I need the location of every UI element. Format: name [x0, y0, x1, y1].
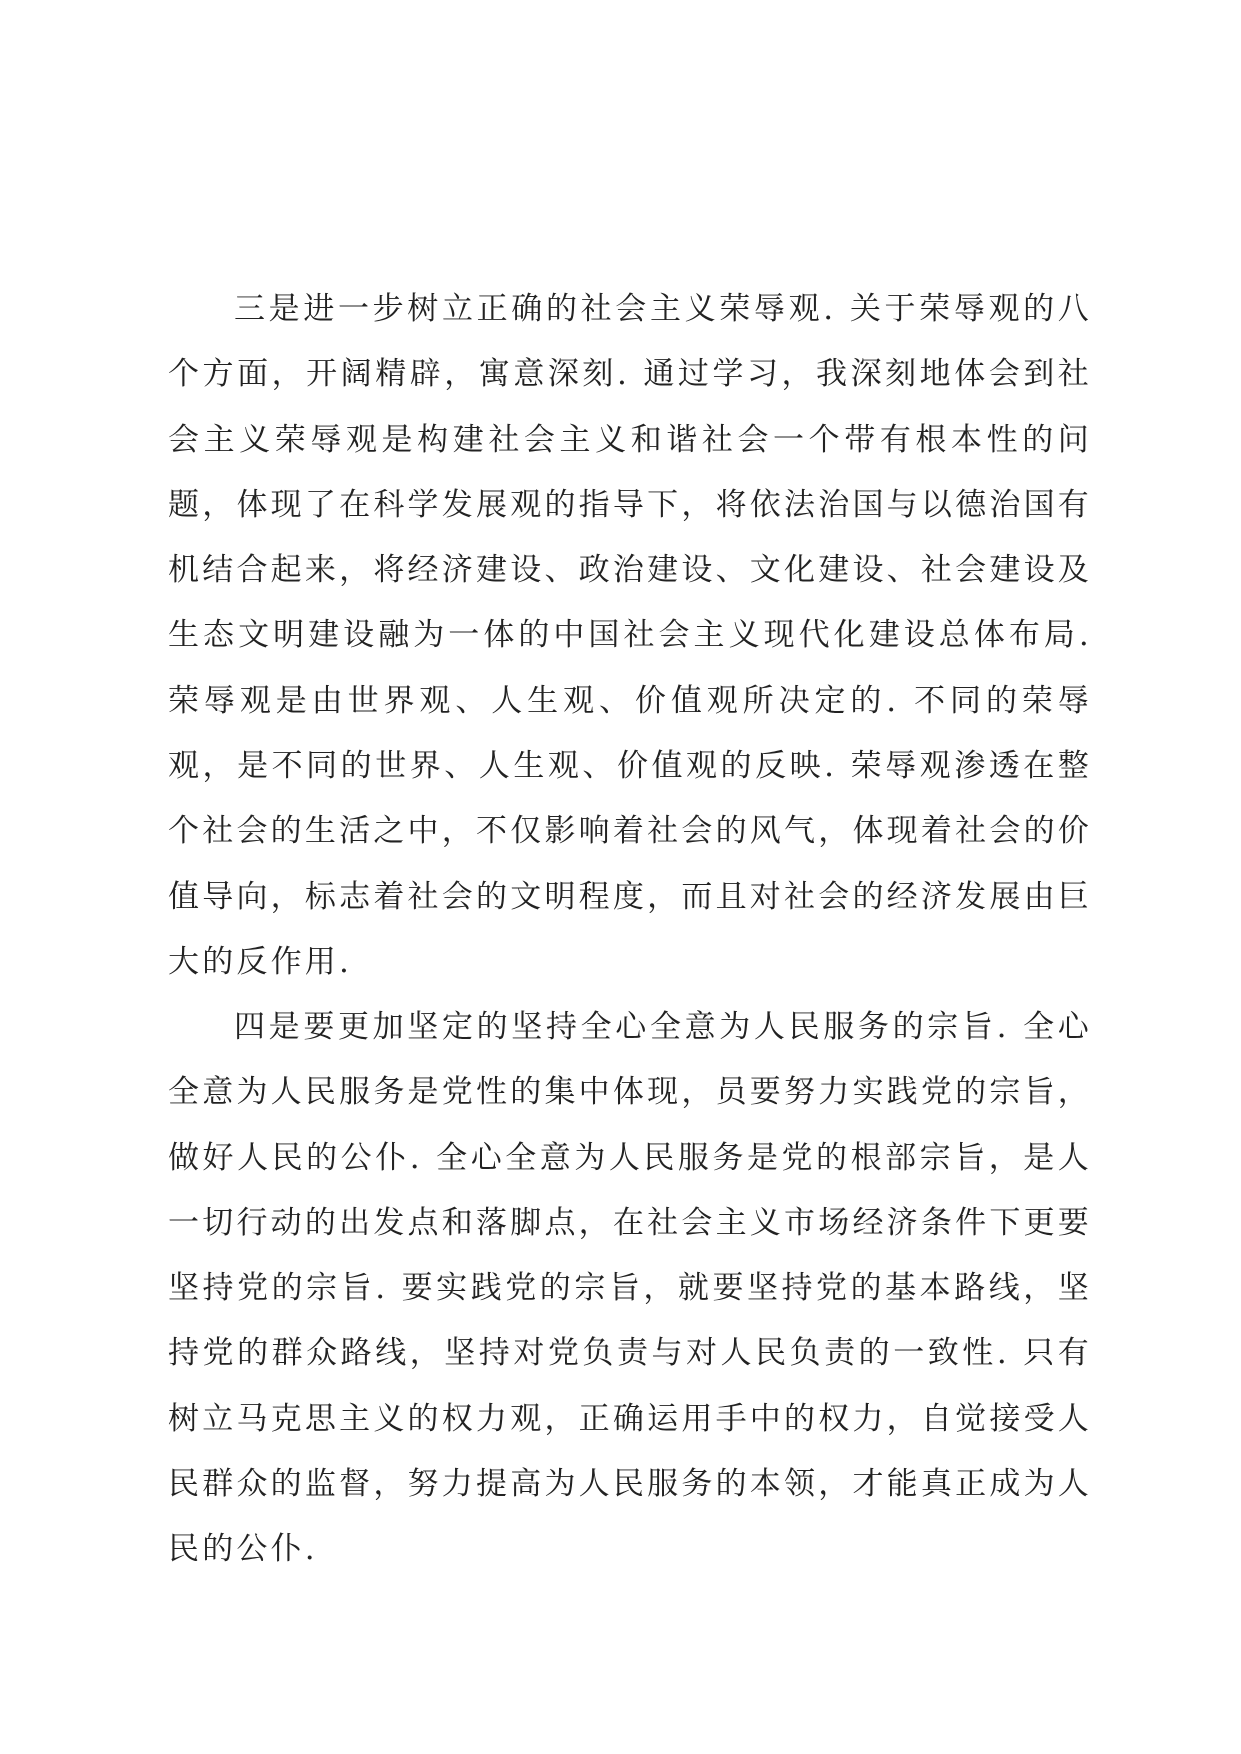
paragraph-honor-disgrace: 三是进一步树立正确的社会主义荣辱观. 关于荣辱观的八个方面，开阔精辟，寓意深刻. 通过学习，我深刻地体会到社会主义荣辱观是构建社会主义和谐社会一个带有根本性的问题，体现了在科学发展观的指导下，将依法治国与以德治国有机结合起来，将经济建设、政治建设、文化建设、社会建设及生态文明建设融为一体的中国社会主义现代化建设总体布局. 荣辱观是由世界观、人生观、价值观所决定的. 不同的荣辱观，是不同的世界、人生观、价值观的反映. 荣辱观渗透在整个社会的生活之中，不仅影响着社会的风气，体现着社会的价值导向，标志着社会的文明程度，而且对社会的经济发展由巨大的反作用.	[168, 291, 1092, 980]
paragraph-serve-people: 四是要更加坚定的坚持全心全意为人民服务的宗旨. 全心全意为人民服务是党性的集中体现，员要努力实践党的宗旨，做好人民的公仆. 全心全意为人民服务是党的根部宗旨，是人一切行动的出发点和落脚点，在社会主义市场经济条件下更要坚持党的宗旨. 要实践党的宗旨，就要坚持党的基本路线，坚持党的群众路线，坚持对党负责与对人民负责的一致性. 只有树立马克思主义的权力观，正确运用手中的权力，自觉接受人民群众的监督，努力提高为人民服务的本领，才能真正成为人民的公仆.	[168, 1009, 1092, 1568]
